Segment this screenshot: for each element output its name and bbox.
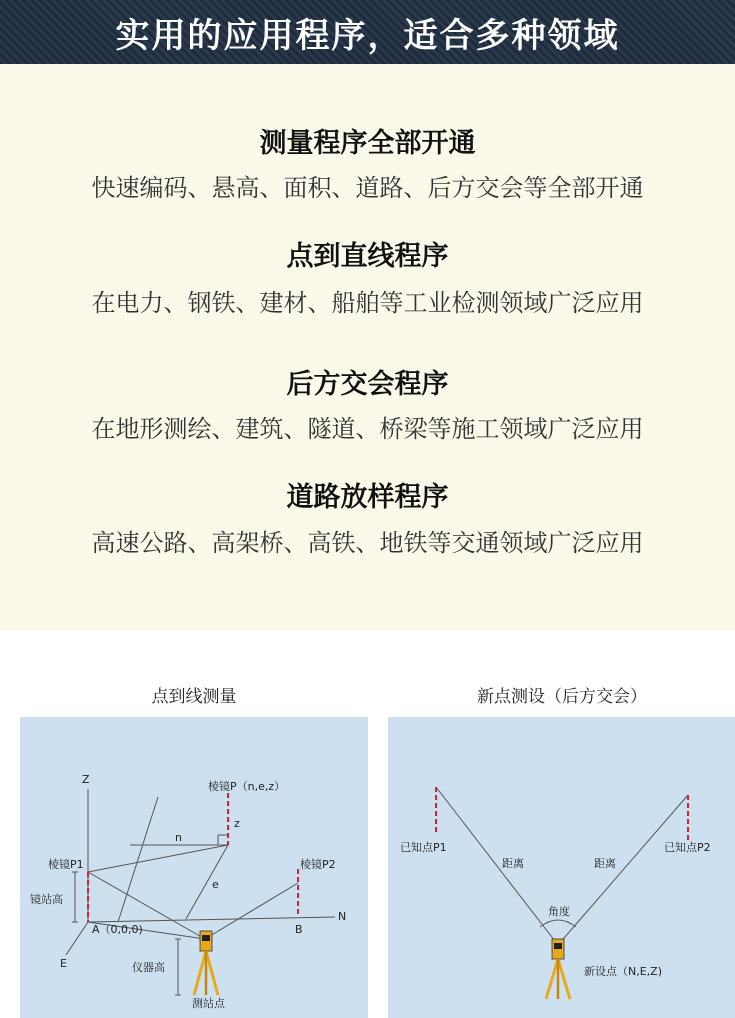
label-station: 测站点	[192, 997, 225, 1010]
feature-title-2: 点到直线程序	[286, 241, 449, 272]
label-mirror-height: 镜站高	[30, 893, 63, 906]
label-z: z	[234, 817, 240, 830]
label-distance-right: 距离	[594, 857, 616, 870]
label-e: e	[212, 878, 219, 891]
feature-desc-2: 在电力、钢铁、建材、船舶等工业检测领域广泛应用	[91, 289, 644, 317]
label-new-point: 新设点（N,E,Z)	[584, 965, 662, 978]
angle-arc	[540, 920, 576, 927]
resection-svg	[388, 717, 735, 1018]
feature-desc-4: 高速公路、高架桥、高铁、地铁等交通领域广泛应用	[91, 529, 644, 557]
label-e-axis: E	[60, 957, 67, 970]
label-known-p1: 已知点P1	[400, 841, 447, 854]
p1-to-new-line	[436, 787, 558, 945]
p1-to-p-line	[88, 845, 228, 872]
point-to-line-svg	[20, 717, 368, 1018]
feature-title-1: 测量程序全部开通	[259, 128, 476, 159]
tripod-instrument-icon	[194, 931, 218, 995]
label-point-b: B	[295, 923, 303, 936]
point-to-line-diagram	[20, 717, 368, 1018]
label-angle: 角度	[548, 905, 570, 918]
label-instrument-height: 仪器高	[132, 961, 165, 974]
label-known-p2: 已知点P2	[664, 841, 711, 854]
diagram-title-right: 新点测设（后方交会）	[477, 687, 647, 707]
diagram-title-left: 点到线测量	[151, 687, 237, 707]
n-axis-line	[88, 917, 335, 922]
tripod-instrument-icon	[546, 939, 570, 999]
feature-desc-3: 在地形测绘、建筑、隧道、桥梁等施工领域广泛应用	[91, 415, 644, 443]
e-axis-line	[66, 922, 88, 955]
label-z-axis: Z	[82, 773, 90, 786]
label-prism-p1: 棱镜P1	[48, 858, 84, 871]
e-distance-line	[186, 845, 228, 919]
feature-title-3: 后方交会程序	[286, 369, 449, 400]
header-banner	[0, 0, 735, 64]
resection-diagram	[388, 717, 735, 1018]
banner-title: 实用的应用程序，适合多种领域	[115, 15, 620, 56]
label-n: n	[175, 831, 182, 844]
label-prism-p: 棱镜P（n,e,z）	[208, 780, 286, 793]
p2-to-new-line	[558, 795, 688, 945]
features-section	[0, 64, 735, 630]
feature-title-4: 道路放样程序	[286, 482, 449, 513]
label-point-a: A（0,0,0)	[92, 923, 143, 936]
feature-desc-1: 快速编码、悬高、面积、道路、后方交会等全部开通	[91, 174, 644, 202]
station-to-p2-line	[205, 883, 298, 939]
label-n-axis: N	[338, 910, 347, 923]
label-distance-left: 距离	[502, 857, 524, 870]
label-prism-p2: 棱镜P2	[300, 858, 336, 871]
